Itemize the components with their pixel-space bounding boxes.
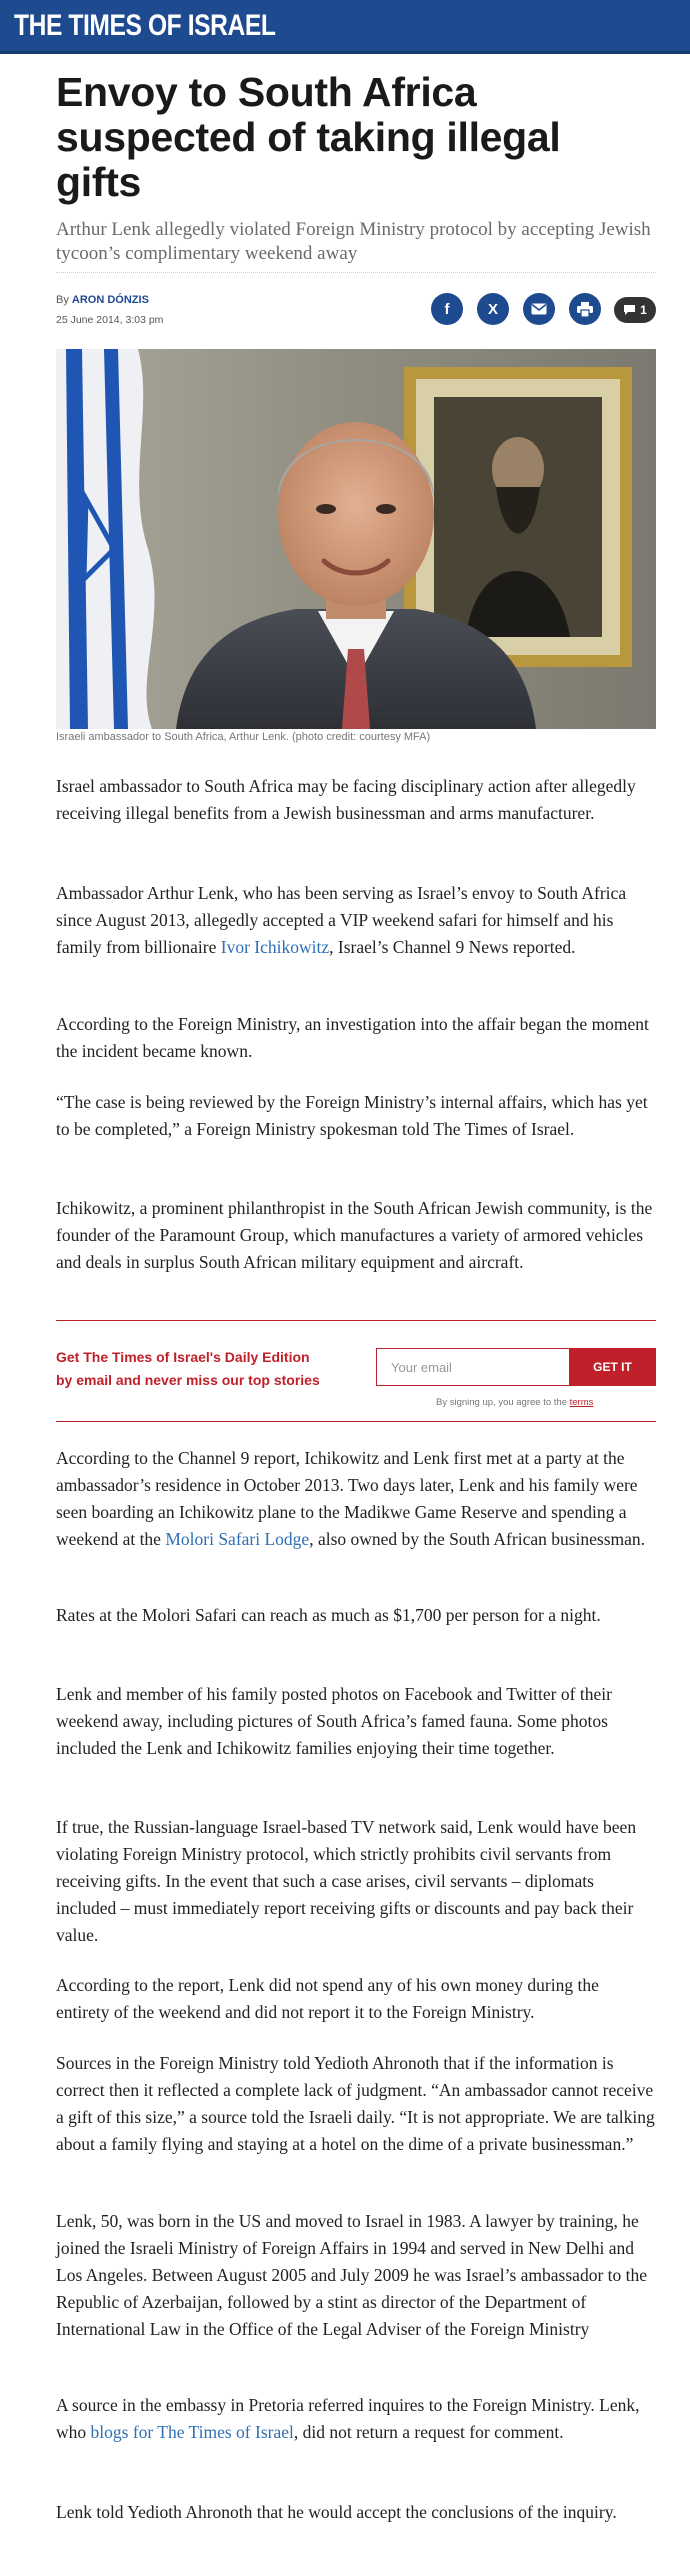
- paragraph-text: , did not return a request for comment.: [293, 2422, 564, 2442]
- newsletter-pitch: [56, 1346, 356, 1392]
- terms-text: By signing up, you agree to the: [436, 1397, 570, 1408]
- article-paragraph: Lenk told Yedioth Ahronoth that he would accept the conclusions of the inquiry.: [56, 2502, 617, 2522]
- paragraph-text: , Israel’s Channel 9 News reported.: [329, 937, 576, 957]
- x-icon: X: [487, 300, 498, 318]
- article-paragraph: Israel ambassador to South Africa may be facing disciplinary action after allegedly receiving illegal benefits from a Jewish businessman and arms manufacturer.: [56, 776, 636, 823]
- article-paragraph: [56, 2392, 656, 2446]
- newsletter-bottom-rule: [56, 1421, 656, 1422]
- newsletter-email-input[interactable]: [376, 1348, 569, 1386]
- article-paragraph: Sources in the Foreign Ministry told Yedioth Ahronoth that if the information is correct then it reflected a complete lack of judgment. “An ambassador cannot receive a gift of this size,” a source told the Israeli daily. “It is not appropriate. We are talking about a family flying and staying at a hotel on the dime of a private businessman.”: [56, 2053, 655, 2154]
- email-icon: [531, 303, 547, 315]
- newsletter-terms: [436, 1397, 593, 1408]
- article-paragraph: Rates at the Molori Safari can reach as much as $1,700 per person for a night.: [56, 1605, 601, 1625]
- byline-prefix: By: [56, 294, 69, 306]
- ivor-ichikowitz-link[interactable]: Ivor Ichikowitz: [220, 937, 330, 957]
- print-share-button[interactable]: [569, 293, 601, 325]
- article-paragraph: Lenk, 50, was born in the US and moved to Israel in 1983. A lawyer by training, he joined the Israeli Ministry of Foreign Affairs in 1994 and served in New Delhi and Los Angeles. Between August 2005 and July 2009 he was Israel’s ambassador to the Republic of Azerbaijan, followed by a stint as director of the Department of International Law in the Office of the Legal Adviser of the Foreign Ministry: [56, 2211, 648, 2339]
- x-share-button[interactable]: [477, 293, 509, 325]
- paragraph-text: , also owned by the South African businessman.: [309, 1529, 646, 1549]
- newsletter-top-rule: [56, 1320, 656, 1321]
- article-subhead: Arthur Lenk allegedly violated Foreign Ministry protocol by accepting Jewish tycoon’s complimentary weekend away: [56, 219, 651, 264]
- article-photo: [56, 349, 656, 729]
- email-share-button[interactable]: [523, 293, 555, 325]
- article-headline: Envoy to South Africa suspected of taking illegal gifts: [56, 69, 561, 205]
- paragraph-text: According to the Channel 9 report, Ichikowitz and Lenk first met at a party at the ambassador’s residence in October 2013. Two days later, Lenk and his family were seen boarding an Ichikowitz plane to the Madikwe Game Reserve and spending a weekend at the: [56, 1448, 638, 1549]
- blogs-link[interactable]: blogs for The Times of Israel: [90, 2422, 294, 2442]
- article-paragraph: Lenk and member of his family posted photos on Facebook and Twitter of their weekend away, including pictures of South Africa’s famed fauna. Some photos included the Lenk and Ichikowitz families enjoying their time together.: [56, 1684, 612, 1758]
- divider: [56, 272, 656, 273]
- masthead: [0, 0, 690, 54]
- photo-caption: Israeli ambassador to South Africa, Arthur Lenk. (photo credit: courtesy MFA): [56, 731, 431, 743]
- newsletter-pitch-line: by email and never miss our top stories: [56, 1372, 320, 1388]
- comment-icon: [623, 304, 636, 316]
- facebook-share-button[interactable]: [431, 293, 463, 325]
- paragraph-text: Ambassador Arthur Lenk, who has been serving as Israel’s envoy to South Africa since August 2013, allegedly accepted a VIP weekend safari for himself and his family from billionaire: [56, 883, 627, 957]
- ambassador-photo-illustration: [56, 349, 656, 729]
- author-link[interactable]: ARON DÓNZIS: [71, 294, 149, 306]
- paragraph-text: A source in the embassy in Pretoria referred inquires to the Foreign Ministry. Lenk, who: [56, 2395, 640, 2442]
- article-paragraph: [56, 1445, 656, 1553]
- site-logo[interactable]: THE TIMES OF ISRAEL: [14, 9, 276, 42]
- newsletter-submit-button[interactable]: GET IT: [569, 1348, 656, 1386]
- publish-date: 25 June 2014, 3:03 pm: [56, 314, 164, 326]
- article-paragraph: If true, the Russian-language Israel-based TV network said, Lenk would have been violating Foreign Ministry protocol, which strictly prohibits civil servants from receiving gifts. In the event that such a case arises, civil servants – diplomats included – must immediately report receiving gifts or discounts and pay back their value.: [56, 1817, 637, 1945]
- article-paragraph: According to the Foreign Ministry, an investigation into the affair began the moment the incident became known.: [56, 1014, 649, 1061]
- comments-button[interactable]: [614, 297, 656, 323]
- molori-safari-lodge-link[interactable]: Molori Safari Lodge: [165, 1529, 310, 1549]
- article-paragraph: Ichikowitz, a prominent philanthropist in the South African Jewish community, is the founder of the Paramount Group, which manufactures a variety of armored vehicles and deals in surplus South African military equipment and aircraft.: [56, 1198, 653, 1272]
- byline: [56, 294, 149, 306]
- article-paragraph: [56, 880, 656, 961]
- newsletter-pitch-line: Get The Times of Israel's Daily Edition: [56, 1349, 310, 1365]
- terms-link[interactable]: terms: [569, 1397, 594, 1408]
- print-icon: [577, 302, 593, 317]
- article-paragraph: According to the report, Lenk did not spend any of his own money during the entirety of the weekend and did not report it to the Foreign Ministry.: [56, 1975, 599, 2022]
- facebook-icon: f: [444, 300, 450, 318]
- article-paragraph: “The case is being reviewed by the Foreign Ministry’s internal affairs, which has yet to be completed,” a Foreign Ministry spokesman told The Times of Israel.: [56, 1092, 648, 1139]
- comment-count: 1: [640, 303, 647, 317]
